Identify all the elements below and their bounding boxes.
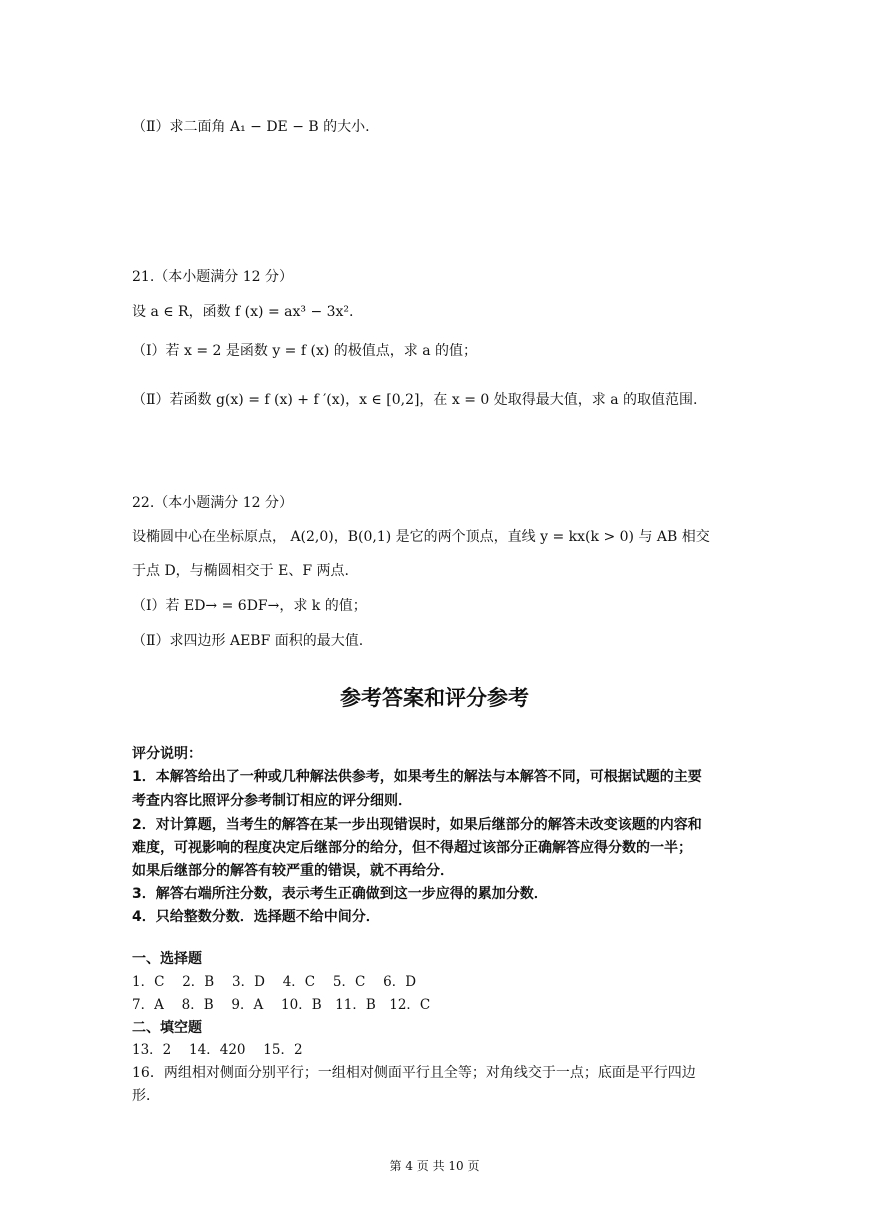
page-footer: 第 4 页 共 10 页 bbox=[389, 1159, 480, 1173]
scoring-note-line: 3．解答右端所注分数，表示考生正确做到这一步应得的累加分数． bbox=[132, 886, 548, 902]
q21-part2: （Ⅱ）若函数 g(x) = f (x) + f ′(x)，x ∈ [0,2]，在 x = 0 处取得最大值，求 a 的取值范围. bbox=[132, 392, 698, 408]
answers-title: 参考答案和评分参考 bbox=[340, 686, 529, 710]
q22-stem-line2: 于点 D，与椭圆相交于 E、F 两点. bbox=[132, 563, 349, 579]
section-fill-blank-heading: 二、填空题 bbox=[132, 1020, 202, 1036]
scoring-note-line: 考查内容比照评分参考制订相应的评分细则． bbox=[132, 793, 412, 809]
section-multiple-choice-heading: 一、选择题 bbox=[132, 951, 202, 967]
scoring-note-line: 难度，可视影响的程度决定后继部分的给分，但不得超过该部分正确解答应得分数的一半； bbox=[132, 840, 692, 856]
scoring-notes-heading: 评分说明： bbox=[132, 746, 202, 762]
q21-part1: （Ⅰ）若 x = 2 是函数 y = f (x) 的极值点，求 a 的值； bbox=[132, 343, 478, 359]
mc-answers-row-2: 7．A 8．B 9．A 10．B 11．B 12．C bbox=[132, 997, 431, 1013]
q22-part1: （Ⅰ）若 ED→ = 6DF→，求 k 的值； bbox=[132, 598, 367, 614]
scoring-note-line: 4．只给整数分数．选择题不给中间分． bbox=[132, 909, 380, 925]
q22-stem-line1: 设椭圆中心在坐标原点， A(2,0)，B(0,1) 是它的两个顶点，直线 y = kx(k > 0) 与 AB 相交 bbox=[132, 529, 710, 545]
q21-stem: 设 a ∈ R，函数 f (x) = ax³ − 3x². bbox=[132, 304, 354, 320]
q21-header: 21.（本小题满分 12 分） bbox=[132, 269, 293, 285]
q20-part2: （Ⅱ）求二面角 A₁ − DE − B 的大小. bbox=[132, 119, 370, 135]
scoring-note-line: 1．本解答给出了一种或几种解法供参考，如果考生的解法与本解答不同，可根据试题的主要 bbox=[132, 769, 702, 785]
scoring-note-line: 如果后继部分的解答有较严重的错误，就不再给分． bbox=[132, 863, 454, 879]
q16-answer-line1: 16．两组相对侧面分别平行；一组相对侧面平行且全等；对角线交于一点；底面是平行四边 bbox=[132, 1065, 696, 1081]
q22-part2: （Ⅱ）求四边形 AEBF 面积的最大值. bbox=[132, 633, 364, 649]
fill-blank-answers-row: 13．2 14．420 15．2 bbox=[132, 1042, 303, 1058]
q22-header: 22.（本小题满分 12 分） bbox=[132, 495, 293, 511]
scoring-note-line: 2．对计算题，当考生的解答在某一步出现错误时，如果后继部分的解答未改变该题的内容和 bbox=[132, 817, 702, 833]
mc-answers-row-1: 1．C 2．B 3．D 4．C 5．C 6．D bbox=[132, 974, 417, 990]
q16-answer-line2: 形． bbox=[132, 1088, 160, 1104]
